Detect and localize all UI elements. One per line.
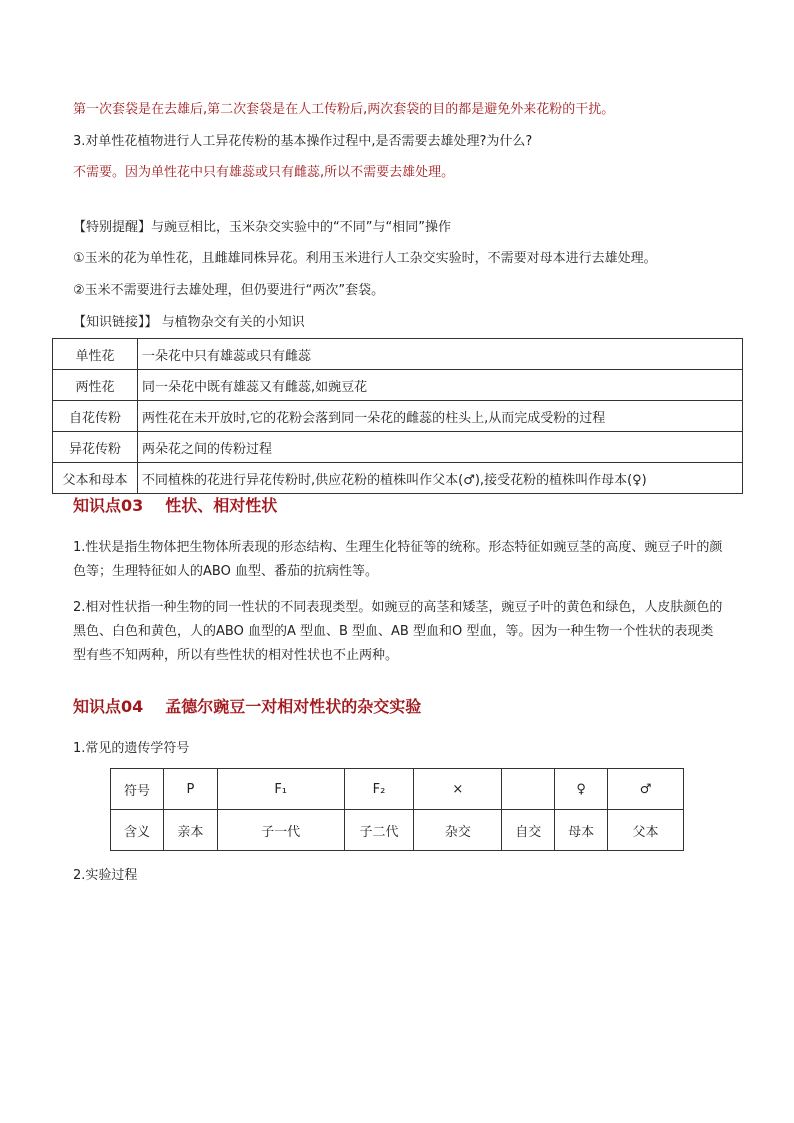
symbol-row xyxy=(111,769,684,810)
special-tip-item-1: ①玉米的花为单性花，且雌雄同株异花。利用玉米进行人工杂交实验时，不需要对母本进行去雄处理。 xyxy=(73,251,657,266)
question-3: 3.对单性花植物进行人工异花传粉的基本操作过程中,是否需要去雄处理?为什么? xyxy=(73,134,533,149)
table-row xyxy=(53,370,743,401)
intro-answer-2: 第一次套袋是在去雄后,第二次套袋是在人工传粉后,两次套袋的目的都是避免外来花粉的干扰。 xyxy=(73,102,615,117)
section-3-paragraph-2: 2.相对性状指一种生物的同一性状的不同表现类型。如豌豆的高茎和矮茎，豌豆子叶的黄色和绿色，人皮肤颜色的黑色、白色和黄色，人的ABO 血型的A 型血、B 型血、AB 型血和O 型血，等。因为一种生物一个性状的表现类型有些不知两种，所以有些性状的相对性状也不止两种。 xyxy=(73,600,723,663)
section-4-heading xyxy=(73,696,421,718)
symbol-cell: F₁ xyxy=(217,769,344,810)
desc-cell: 两性花在未开放时,它的花粉会落到同一朵花的雌蕊的柱头上,从而完成受粉的过程 xyxy=(138,401,743,432)
meaning-cell: 子一代 xyxy=(217,810,344,851)
section-3-title: 性状、相对性状 xyxy=(165,496,278,515)
meaning-cell: 含义 xyxy=(111,810,164,851)
table-row xyxy=(53,463,743,494)
meaning-cell: 亲本 xyxy=(163,810,217,851)
symbol-cell: × xyxy=(414,769,502,810)
knowledge-link-title: 【知识链接】】 与植物杂交有关的小知识 xyxy=(73,315,305,330)
term-cell: 异花传粉 xyxy=(53,432,138,463)
symbol-cell xyxy=(502,769,555,810)
desc-cell: 两朵花之间的传粉过程 xyxy=(138,432,743,463)
desc-cell: 一朵花中只有雄蕊或只有雌蕊 xyxy=(138,339,743,370)
experiment-process-subtitle: 2.实验过程 xyxy=(73,868,138,883)
meaning-cell: 母本 xyxy=(555,810,608,851)
meaning-row xyxy=(111,810,684,851)
meaning-cell: 父本 xyxy=(608,810,684,851)
genetic-symbols-table xyxy=(110,768,684,851)
symbols-subtitle: 1.常见的遗传学符号 xyxy=(73,741,190,756)
desc-cell: 同一朵花中既有雄蕊又有雌蕊,如豌豆花 xyxy=(138,370,743,401)
term-cell: 两性花 xyxy=(53,370,138,401)
table-row xyxy=(53,339,743,370)
term-cell: 父本和母本 xyxy=(53,463,138,494)
table-row xyxy=(53,401,743,432)
section-3-number: 知识点03 xyxy=(73,496,144,515)
symbol-cell: ♀ xyxy=(555,769,608,810)
answer-3: 不需要。因为单性花中只有雄蕊或只有雌蕊,所以不需要去雄处理。 xyxy=(73,165,455,180)
section-3-paragraph-1: 1.性状是指生物体把生物体所表现的形态结构、生理生化特征等的统称。形态特征如豌豆茎的高度、豌豆子叶的颜色等；生理特征如人的ABO 血型、番茄的抗病性等。 xyxy=(73,540,723,579)
term-cell: 自花传粉 xyxy=(53,401,138,432)
symbol-cell: 符号 xyxy=(111,769,164,810)
section-4-number: 知识点04 xyxy=(73,697,144,716)
meaning-cell: 自交 xyxy=(502,810,555,851)
section-3-heading xyxy=(73,495,277,517)
symbol-cell: P xyxy=(163,769,217,810)
special-tip-title: 【特别提醒】与豌豆相比，玉米杂交实验中的“不同”与“相同”操作 xyxy=(73,220,451,235)
meaning-cell: 杂交 xyxy=(414,810,502,851)
section-4-title: 孟德尔豌豆一对相对性状的杂交实验 xyxy=(165,697,422,716)
desc-cell: 不同植株的花进行异花传粉时,供应花粉的植株叫作父本(♂),接受花粉的植株叫作母本(♀) xyxy=(138,463,743,494)
meaning-cell: 子二代 xyxy=(344,810,414,851)
symbol-cell: ♂ xyxy=(608,769,684,810)
symbol-cell: F₂ xyxy=(344,769,414,810)
table-row xyxy=(53,432,743,463)
term-cell: 单性花 xyxy=(53,339,138,370)
knowledge-link-table xyxy=(52,338,743,494)
special-tip-item-2: ②玉米不需要进行去雄处理，但仍要进行“两次”套袋。 xyxy=(73,283,385,298)
